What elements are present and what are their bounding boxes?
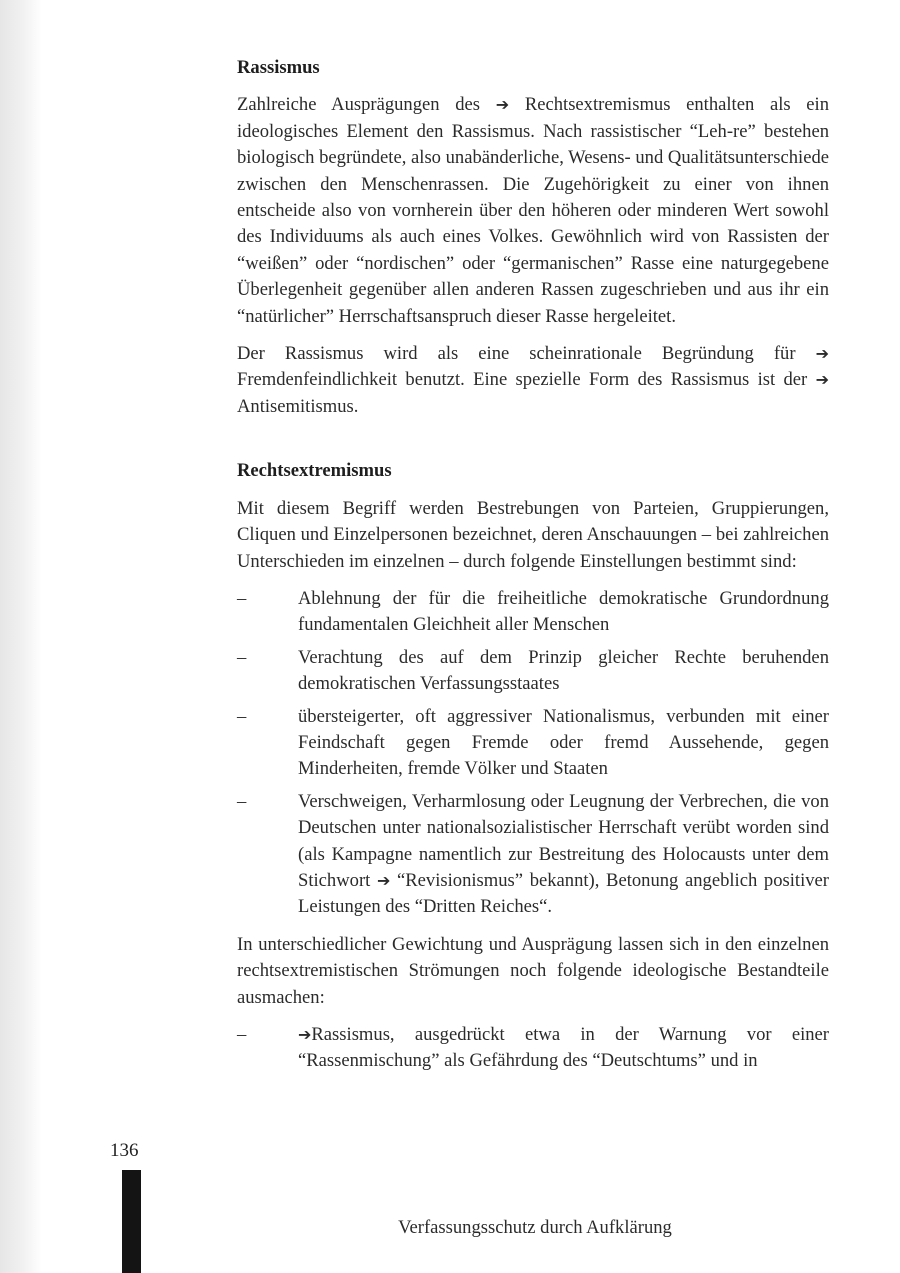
list-item [237,789,829,921]
list-item-text: Ablehnung der für die freiheitliche demokratische Grundordnung fundamentalen Gleichheit aller Menschen [298,587,829,636]
section-heading: Rechtsextremismus [237,460,392,482]
text: Der Rassismus wird als eine scheinrationale Begründung für [237,343,796,365]
list-item [237,704,829,783]
text: Rechtsextremismus enthalten als ein ideologisches Element den Rassismus. Nach rassistischer “Leh-re” bestehen biologisch begründete, also unabänderliche, Wesens- und Qualitätsunterschiede zwischen den Menschenrassen. Die Zugehörigkeit zu einer von ihnen entscheide also von vornherein über den höheren oder minderen Wert sowohl des Individuums als auch eines Volkes. Gewöhnlich wird von Rassisten der “weißen” oder “nordischen” oder “germanischen” Rasse eine naturgegebene Überlegenheit gegenüber allen anderen Rassen zugeschrieben und aus ihr ein “natürlicher” Herrschaftsanspruch dieser Rasse hergeleitet. [237,94,829,327]
paragraph: In unterschiedlicher Gewichtung und Ausprägung lassen sich in den einzelnen rechtsextremistischen Strömungen noch folgende ideologische Bestandteile ausmachen: [237,933,829,1008]
list-item-text: Rassismus, ausgedrückt etwa in der Warnung vor einer “Rassenmischung” als Gefährdung des “Deutschtums” und in [298,1024,829,1072]
dash-bullet: – [237,1024,247,1045]
list-item-text: “Revisionismus” bekannt), Betonung angeblich positiver Leistungen des “Dritten Reiches“. [298,869,829,918]
dash-bullet: – [237,705,247,727]
text: Zahlreiche Ausprägungen des [237,94,481,116]
arrow-right-icon: ➔ [495,95,510,115]
text: Fremdenfeindlichkeit benutzt. Eine spezielle Form des Rassismus ist der [237,369,816,391]
paragraph: Mit diesem Begriff werden Bestrebungen von Parteien, Gruppierungen, Cliquen und Einzelpersonen bezeichnet, deren Anschauungen – bei zahlreichen Unterschieden im einzelnen – durch folgende Einstellungen bestimmt sind: [237,497,829,572]
list-item [237,1022,829,1075]
list-item-text: Verachtung des auf dem Prinzip gleicher Rechte beruhenden demokratischen Verfassungsstaates [298,646,829,695]
scan-shadow-edge [0,0,42,1273]
paragraph [237,341,829,420]
arrow-right-icon: ➔ [815,344,829,364]
arrow-right-icon: ➔ [298,1025,312,1044]
dash-bullet: – [237,790,247,812]
section-rassismus [237,55,829,420]
section-heading: Rassismus [237,57,320,78]
arrow-right-icon: ➔ [376,870,391,890]
dash-bullet: – [237,587,247,609]
bullet-list [237,1022,829,1075]
text: Antisemitismus. [237,395,359,417]
list-item [237,645,829,698]
dash-bullet: – [237,646,247,668]
section-rechtsextremismus [237,458,829,1075]
paragraph [237,92,829,330]
page-footer: Verfassungsschutz durch Aufklärung [398,1217,672,1238]
list-item-text: übersteigerter, oft aggressiver Nationalismus, verbunden mit einer Feindschaft gegen Fremde oder fremd Aussehende, gegen Minderheiten, fremde Völker und Staaten [298,705,829,780]
arrow-right-icon: ➔ [815,370,829,390]
page-number: 136 [110,1140,139,1161]
bullet-list [237,586,829,921]
list-item-text: Verschweigen, Verharmlosung oder Leugnung der Verbrechen, die von Deutschen unter nationalsozialistischer Herrschaft verübt worden sind (als Kampagne namentlich zur Bestreitung des Holocausts unter dem Stichwort [298,790,829,891]
list-item [237,586,829,639]
document-body [237,55,829,1113]
